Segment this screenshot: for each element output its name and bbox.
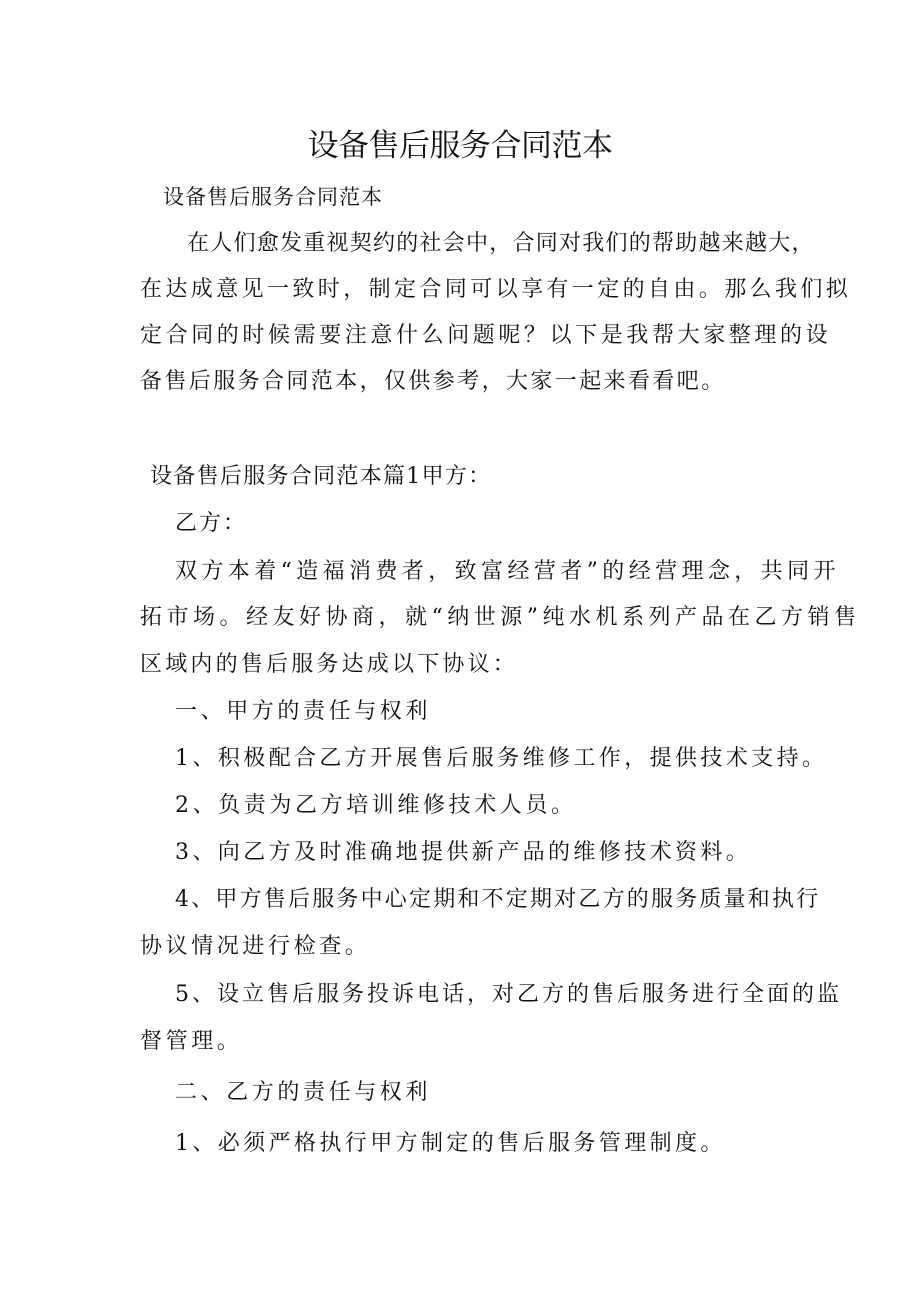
preamble-line: 区域内的售后服务达成以下协议：	[140, 652, 519, 677]
document-title: 设备售后服务合同范本	[307, 128, 613, 164]
clause-item: 1、积极配合乙方开展售后服务维修工作，提供技术支持。	[175, 746, 828, 771]
intro-line: 备售后服务合同范本，仅供参考，大家一起来看看吧。	[140, 369, 726, 394]
clause-item-continuation: 督管理。	[140, 1029, 243, 1054]
clause-item: 4、甲方售后服务中心定期和不定期对乙方的服务质量和执行	[175, 887, 821, 912]
preamble-line: 双方本着“造福消费者，致富经营者”的经营理念，共同开	[175, 559, 840, 584]
intro-line: 定合同的时候需要注意什么问题呢？以下是我帮大家整理的设	[140, 323, 832, 348]
section-heading: 设备售后服务合同范本篇1甲方：	[150, 464, 492, 489]
preamble-line: 拓市场。经友好协商，就“纳世源”纯水机系列产品在乙方销售	[140, 605, 861, 630]
document-subtitle: 设备售后服务合同范本	[163, 185, 383, 209]
intro-line: 在达成意见一致时，制定合同可以享有一定的自由。那么我们拟	[140, 277, 852, 302]
clause-item: 2、负责为乙方培训维修技术人员。	[175, 793, 577, 818]
party-a-duties-heading: 一、甲方的责任与权利	[175, 699, 432, 724]
clause-item: 5、设立售后服务投诉电话，对乙方的售后服务进行全面的监	[175, 982, 842, 1007]
party-b-duties-heading: 二、乙方的责任与权利	[175, 1080, 432, 1105]
clause-item: 1、必须严格执行甲方制定的售后服务管理制度。	[175, 1131, 726, 1156]
clause-item-continuation: 协议情况进行检查。	[140, 934, 371, 959]
party-b-label: 乙方：	[175, 511, 248, 536]
intro-line: 在人们愈发重视契约的社会中，合同对我们的帮助越来越大，	[187, 231, 815, 256]
clause-item: 3、向乙方及时准确地提供新产品的维修技术资料。	[175, 840, 752, 865]
